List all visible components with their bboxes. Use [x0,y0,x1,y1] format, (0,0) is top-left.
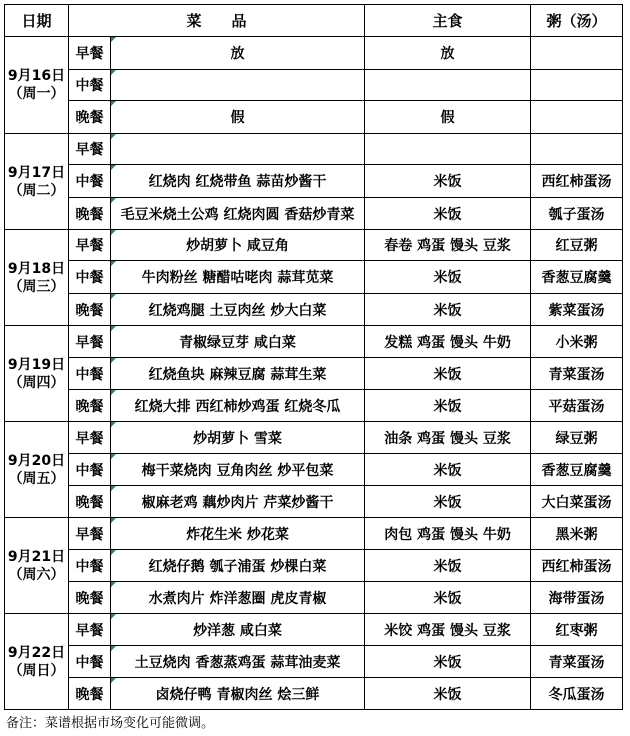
meal-row [5,518,623,550]
dishes-cell [111,294,365,326]
meal-row [5,37,623,70]
meal-type-cell: 早餐 [69,422,111,454]
cell-marker-icon [111,37,116,42]
dishes-cell [111,37,365,70]
staple-text: 油条 鸡蛋 馒头 豆浆 [384,430,511,447]
cell-marker-icon [111,614,116,619]
date-cell [5,614,69,710]
dishes-text: 梅干菜烧肉 豆角肉丝 炒平包菜 [141,462,334,479]
meal-type-cell: 早餐 [69,134,111,165]
cell-marker-icon [111,198,116,203]
dishes-cell [111,230,365,261]
dishes-cell [111,454,365,486]
soup-cell: 平菇蛋汤 [531,390,623,422]
staple-cell [365,486,531,518]
staple-text: 发糕 鸡蛋 馒头 牛奶 [384,334,511,351]
soup-cell: 瓠子蛋汤 [531,198,623,230]
header-staple: 主食 [365,5,531,37]
soup-cell: 红豆粥 [531,230,623,261]
soup-cell: 西红柿蛋汤 [531,165,623,198]
date-label: 9月18日 [7,260,66,277]
dishes-cell [111,582,365,614]
cell-marker-icon [111,230,116,235]
meal-row [5,134,623,165]
dishes-cell [111,646,365,678]
dishes-cell [111,198,365,230]
staple-cell [365,390,531,422]
staple-cell [365,646,531,678]
cell-marker-icon [111,486,116,491]
meal-row [5,678,623,710]
staple-cell [365,230,531,261]
soup-cell: 红枣粥 [531,614,623,646]
meal-type-cell: 早餐 [69,230,111,261]
weekday-label: （周三） [8,278,65,295]
soup-cell [531,37,623,70]
cell-marker-icon [111,101,116,106]
soup-cell: 青菜蛋汤 [531,646,623,678]
meal-type-cell: 早餐 [69,326,111,358]
meal-row [5,326,623,358]
weekly-menu-table [4,4,623,710]
dishes-text: 假 [230,110,245,126]
soup-cell: 冬瓜蛋汤 [531,678,623,710]
dishes-cell [111,326,365,358]
soup-cell [531,70,623,101]
weekday-label: （周日） [8,662,65,679]
meal-row [5,101,623,134]
soup-cell: 香葱豆腐羹 [531,261,623,294]
cell-marker-icon [111,678,116,683]
staple-cell [365,678,531,710]
dishes-text: 红烧仔鹅 瓠子浦蛋 炒棵白菜 [148,558,327,575]
weekday-label: （周六） [8,566,65,583]
staple-cell [365,454,531,486]
dishes-text: 牛肉粉丝 糖醋咕咾肉 蒜茸苋菜 [141,270,334,286]
cell-marker-icon [111,70,116,75]
meal-row [5,390,623,422]
staple-text: 米饭 [433,462,462,479]
staple-cell [365,294,531,326]
staple-cell [365,261,531,294]
staple-cell [365,70,531,101]
soup-cell: 紫菜蛋汤 [531,294,623,326]
dishes-text: 红烧大排 西红柿炒鸡蛋 红烧冬瓜 [134,398,341,415]
staple-cell [365,550,531,582]
meal-row [5,165,623,198]
footnote: 备注：菜谱根据市场变化可能微调。 [6,716,215,731]
date-label: 9月22日 [7,644,66,661]
meal-type-cell: 中餐 [69,454,111,486]
date-label: 9月19日 [7,356,66,373]
soup-cell [531,134,623,165]
header-row [5,5,623,37]
dishes-text: 椒麻老鸡 藕炒肉片 芹菜炒酱干 [141,494,334,511]
soup-cell: 香葱豆腐羹 [531,454,623,486]
meal-row [5,646,623,678]
soup-cell: 大白菜蛋汤 [531,486,623,518]
staple-text: 米饭 [433,270,462,286]
meal-type-cell: 中餐 [69,646,111,678]
dishes-text: 红烧鱼块 麻辣豆腐 蒜茸生菜 [148,366,327,383]
dishes-text: 水煮肉片 炸洋葱圈 虎皮青椒 [148,590,327,607]
staple-cell [365,518,531,550]
staple-cell [365,165,531,198]
meal-row [5,198,623,230]
date-cell [5,422,69,518]
date-label: 9月16日 [7,68,66,84]
meal-type-cell: 早餐 [69,37,111,70]
staple-cell [365,614,531,646]
date-label: 9月17日 [7,164,66,181]
staple-text: 米饭 [433,366,462,383]
cell-marker-icon [111,454,116,459]
cell-marker-icon [111,134,116,139]
staple-text: 米饺 鸡蛋 馒头 豆浆 [384,622,511,639]
soup-cell: 海带蛋汤 [531,582,623,614]
meal-row [5,261,623,294]
staple-cell [365,101,531,134]
meal-type-cell: 中餐 [69,70,111,101]
staple-text: 米饭 [433,494,462,511]
cell-marker-icon [111,358,116,363]
dishes-text: 炒洋葱 咸白菜 [193,622,282,639]
soup-cell: 青菜蛋汤 [531,358,623,390]
staple-cell [365,134,531,165]
meal-type-cell: 晚餐 [69,294,111,326]
dishes-cell [111,550,365,582]
staple-text: 肉包 鸡蛋 馒头 牛奶 [384,526,511,543]
dishes-cell [111,614,365,646]
staple-text: 春卷 鸡蛋 馒头 豆浆 [384,238,511,254]
dishes-text: 卤烧仔鸭 青椒肉丝 烩三鲜 [155,686,320,703]
dishes-cell [111,165,365,198]
weekday-label: （周四） [8,374,65,391]
meal-type-cell: 晚餐 [69,198,111,230]
dishes-cell [111,358,365,390]
soup-cell: 绿豆粥 [531,422,623,454]
dishes-cell [111,422,365,454]
dishes-text: 放 [230,46,245,62]
staple-text: 米饭 [433,302,462,319]
meal-row [5,582,623,614]
dishes-text: 炒胡萝卜 雪菜 [193,430,282,447]
staple-text: 放 [440,46,455,62]
meal-row [5,614,623,646]
cell-marker-icon [111,390,116,395]
dishes-text: 毛豆米烧土公鸡 红烧肉圆 香菇炒青菜 [120,206,355,223]
meal-row [5,358,623,390]
staple-text: 米饭 [433,206,462,223]
header-date: 日期 [5,5,69,37]
dishes-cell [111,70,365,101]
weekday-label: （周一） [8,86,65,102]
meal-row [5,454,623,486]
date-cell [5,518,69,614]
staple-cell [365,422,531,454]
cell-marker-icon [111,550,116,555]
date-label: 9月21日 [7,548,66,565]
header-soup: 粥（汤） [531,5,623,37]
soup-cell: 小米粥 [531,326,623,358]
meal-type-cell: 晚餐 [69,390,111,422]
meal-type-cell: 晚餐 [69,486,111,518]
meal-row [5,294,623,326]
cell-marker-icon [111,261,116,266]
dishes-cell [111,678,365,710]
cell-marker-icon [111,422,116,427]
staple-text: 米饭 [433,654,462,671]
meal-row [5,230,623,261]
dishes-text: 炒胡萝卜 咸豆角 [186,238,289,254]
date-cell [5,134,69,230]
staple-text: 米饭 [433,590,462,607]
staple-cell [365,358,531,390]
cell-marker-icon [111,326,116,331]
dishes-text: 红烧肉 红烧带鱼 蒜苗炒酱干 [148,174,327,190]
cell-marker-icon [111,518,116,523]
staple-cell [365,198,531,230]
dishes-cell [111,101,365,134]
dishes-text: 炸花生米 炒花菜 [186,526,289,543]
meal-row [5,70,623,101]
date-cell [5,326,69,422]
dishes-cell [111,518,365,550]
meal-type-cell: 晚餐 [69,101,111,134]
meal-row [5,486,623,518]
weekday-label: （周二） [8,182,65,199]
soup-cell: 西红柿蛋汤 [531,550,623,582]
meal-type-cell: 早餐 [69,614,111,646]
cell-marker-icon [111,165,116,170]
staple-text: 米饭 [433,558,462,575]
staple-text: 米饭 [433,686,462,703]
meal-type-cell: 晚餐 [69,582,111,614]
staple-text: 米饭 [433,174,462,190]
cell-marker-icon [111,294,116,299]
staple-text: 假 [440,110,455,126]
meal-type-cell: 中餐 [69,165,111,198]
meal-type-cell: 中餐 [69,550,111,582]
dishes-cell [111,390,365,422]
dishes-text: 青椒绿豆芽 咸白菜 [179,334,296,351]
dishes-cell [111,486,365,518]
dishes-cell [111,134,365,165]
meal-type-cell: 中餐 [69,358,111,390]
menu-body [5,37,623,710]
dishes-text: 红烧鸡腿 土豆肉丝 炒大白菜 [148,302,327,319]
staple-cell [365,582,531,614]
header-dishes: 菜 品 [69,5,365,37]
meal-row [5,550,623,582]
staple-cell [365,326,531,358]
soup-cell [531,101,623,134]
staple-text: 米饭 [433,398,462,415]
dishes-cell [111,261,365,294]
meal-row [5,422,623,454]
meal-type-cell: 晚餐 [69,678,111,710]
staple-cell [365,37,531,70]
weekday-label: （周五） [8,470,65,487]
date-cell [5,230,69,326]
cell-marker-icon [111,646,116,651]
date-cell [5,37,69,134]
dishes-text: 土豆烧肉 香葱蒸鸡蛋 蒜茸油麦菜 [134,654,341,671]
date-label: 9月20日 [7,452,66,469]
meal-type-cell: 中餐 [69,261,111,294]
cell-marker-icon [111,582,116,587]
meal-type-cell: 早餐 [69,518,111,550]
soup-cell: 黑米粥 [531,518,623,550]
